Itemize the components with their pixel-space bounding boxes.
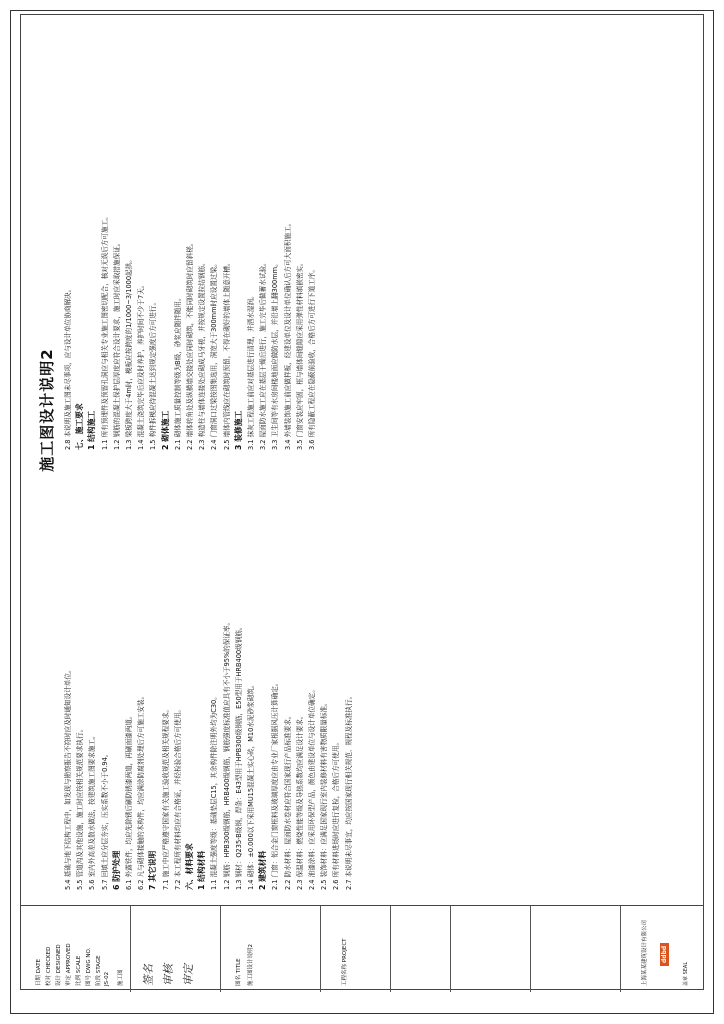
drawing-no: JS-02	[104, 971, 110, 986]
text-line: 5.4 基础与地下结构工程中，如发现与勘察报告不符时应及时通知设计单位。	[64, 666, 72, 890]
title-block-divider	[620, 906, 621, 992]
text-line: 5.6 室内外高差及散水做法，按建筑施工图要求施工。	[88, 732, 97, 890]
text-line: 5.7 回填土应分层夯实，压实系数不小于0.94。	[100, 750, 109, 890]
title-block-divider	[220, 906, 221, 992]
designer-signature: 签名	[142, 964, 155, 986]
text-line: 1.2 钢筋：HPB300级钢筋，HRB400级钢筋，钢筋强度标准值应具有不小于95%的保证率。	[222, 618, 231, 890]
section-heading: 六、材料要求	[185, 843, 195, 890]
text-line: 3.3 卫生间等有水房间楼地面应做防水层，并沿墙上翻300mm。	[271, 260, 280, 450]
section-heading: 2 建筑材料	[258, 850, 268, 890]
section-heading: 7 其它说明	[148, 850, 158, 890]
section-heading: 2 砌体施工	[160, 410, 170, 450]
text-line: 1.4 砌体：±0.000以下采用MU15混凝土实心砖，M10水泥砂浆砌筑。	[247, 681, 256, 890]
text-line: 3.6 所有隐蔽工程应在隐蔽前验收，合格后方可进行下道工序。	[308, 265, 317, 450]
text-line: 2.7 本说明未尽事宜，均应按国家现行相关规范、规程及标准执行。	[344, 692, 353, 890]
text-line: 7.2 本工程所有材料均应有合格证，并经检验合格后方可使用。	[173, 705, 182, 890]
section-heading: 1 结构材料	[197, 850, 207, 890]
text-line: 2.1 砌体施工质量控制等级为B级，砂浆应随拌随用。	[173, 294, 182, 450]
approved-label: 审定 APPROVED	[66, 943, 72, 986]
title-block-divider	[530, 906, 531, 992]
title-block-divider	[450, 906, 451, 992]
text-line: 1.5 构件拆模应待混凝土达到规定强度后方可进行。	[149, 298, 158, 450]
company-logo: ddbd	[660, 943, 669, 966]
sheet-name: 施工图设计说明2	[248, 944, 254, 986]
text-line: 3.1 抹灰工程施工前应对基层进行清理，并洒水湿润。	[247, 292, 256, 450]
scale-label: 比例 SCALE	[76, 955, 82, 986]
sheet-label: 图名 TITLE	[236, 958, 242, 986]
title-block-divider	[130, 906, 131, 992]
text-line: 6.2 凡与砌体接触的木构件，均应满涂防腐剂处理后方可施工安装。	[137, 692, 146, 890]
text-line: 2.4 门窗洞口过梁按图集选用，洞宽大于300mm时应设置过梁。	[210, 260, 219, 450]
rotated-drawing-body	[36, 20, 676, 890]
text-line: 3.4 外墙装饰施工前应做样板，经建设单位及设计单位确认后方可大面积施工。	[283, 219, 292, 450]
title-block-divider	[320, 906, 321, 992]
left-text-column	[62, 480, 355, 890]
text-line: 2.5 墙体内管线应在砌筑时预留，不得在砌好的墙体上随意开槽。	[222, 259, 231, 450]
text-line: 1.1 所有预埋件及预留孔洞应与相关专业施工图密切配合，核对无误后方可施工。	[100, 213, 109, 450]
project-stamp-text: 盖章 SEAL	[683, 961, 689, 986]
company-name: 上海某某建筑设计有限公司	[642, 919, 648, 986]
section-heading: 1 结构施工	[87, 410, 97, 450]
title-block-divider	[390, 906, 391, 992]
right-text-column	[62, 40, 318, 450]
text-line: 1.3 钢材：Q235-B级钢，焊条：E43型用于HPB300级钢筋，E50型用于HRB400级钢筋。	[234, 623, 243, 890]
text-line: 5.5 管道沟及其他设施，施工时应按相关规范要求执行。	[76, 725, 85, 890]
text-line: 2.2 墙体转角处及纵横墙交接处应同时砌筑，不能同时砌筑时应留斜槎。	[186, 239, 195, 450]
date-label: 日期 DATE	[36, 958, 42, 986]
text-line: 2.6 所有材料进场时应进行复检，合格后方可使用。	[332, 738, 341, 890]
text-line: 3.5 门窗安装应牢固，框与墙体间缝隙应采用弹性材料填嵌密实。	[295, 259, 304, 450]
text-line: 1.2 钢筋的混凝土保护层厚度应符合设计要求，施工时应采取措施保证。	[112, 239, 121, 450]
title-block	[20, 905, 704, 991]
text-line: 1.3 梁板跨度大于4m时，模板应按跨度的1/1000~3/1000起拱。	[125, 256, 134, 450]
designed-label: 设计 DESIGNED	[56, 944, 62, 986]
stage-label: 阶段 STAGE	[96, 955, 102, 986]
text-line: 6.1 外露铁件，均应先除锈后刷防锈漆两道，再刷面漆两道。	[125, 712, 134, 890]
approver-signature: 审定	[182, 964, 195, 986]
text-line: 2.1 门窗：铝合金门窗框料及玻璃厚度应由专业厂家根据风压计算确定。	[271, 679, 280, 890]
text-line: 7.1 施工中应严格遵守国家有关施工验收规范及相关规程要求。	[161, 705, 170, 890]
checked-label: 校对 CHECKED	[46, 946, 52, 986]
text-line: 1.1 混凝土强度等级：基础垫层C15，其余构件除注明外均为C30。	[210, 693, 219, 890]
text-line: 2.8 本说明及施工图未尽事项，应与设计单位协商解决。	[64, 285, 72, 450]
section-heading: 3 装修施工	[233, 410, 243, 450]
project-label: 工程名称 PROJECT	[342, 938, 348, 986]
checker-signature: 审核	[162, 964, 175, 986]
drawing-no-label: 图号 DWG NO.	[86, 947, 92, 986]
text-line: 1.4 混凝土浇筑完毕后应及时养护，养护时间不少于7天。	[137, 281, 146, 450]
section-heading: 6 防护处理	[111, 850, 121, 890]
text-line: 2.2 防水材料：屋面防水卷材应符合国家现行产品标准要求。	[283, 712, 292, 890]
text-line: 3.2 屋面防水施工应在基层干燥后进行，施工完毕后做蓄水试验。	[259, 259, 268, 450]
text-line: 2.5 装饰材料：应满足国家现行室内装修材料有害物质限量标准。	[320, 699, 329, 890]
text-line: 2.4 油漆涂料：应采用环保型产品，颜色由建设单位与设计单位确定。	[308, 686, 317, 890]
section-heading: 七、施工要求	[75, 403, 85, 450]
page-title: 施工图设计说明2	[38, 348, 56, 472]
text-line: 2.3 保温材料：燃烧性能等级及导热系数均应满足设计要求。	[295, 712, 304, 890]
text-line: 2.3 构造柱与墙体连接处应砌成马牙槎，并按规定设置拉结钢筋。	[198, 259, 207, 450]
stage-value: 施工图	[118, 969, 124, 986]
